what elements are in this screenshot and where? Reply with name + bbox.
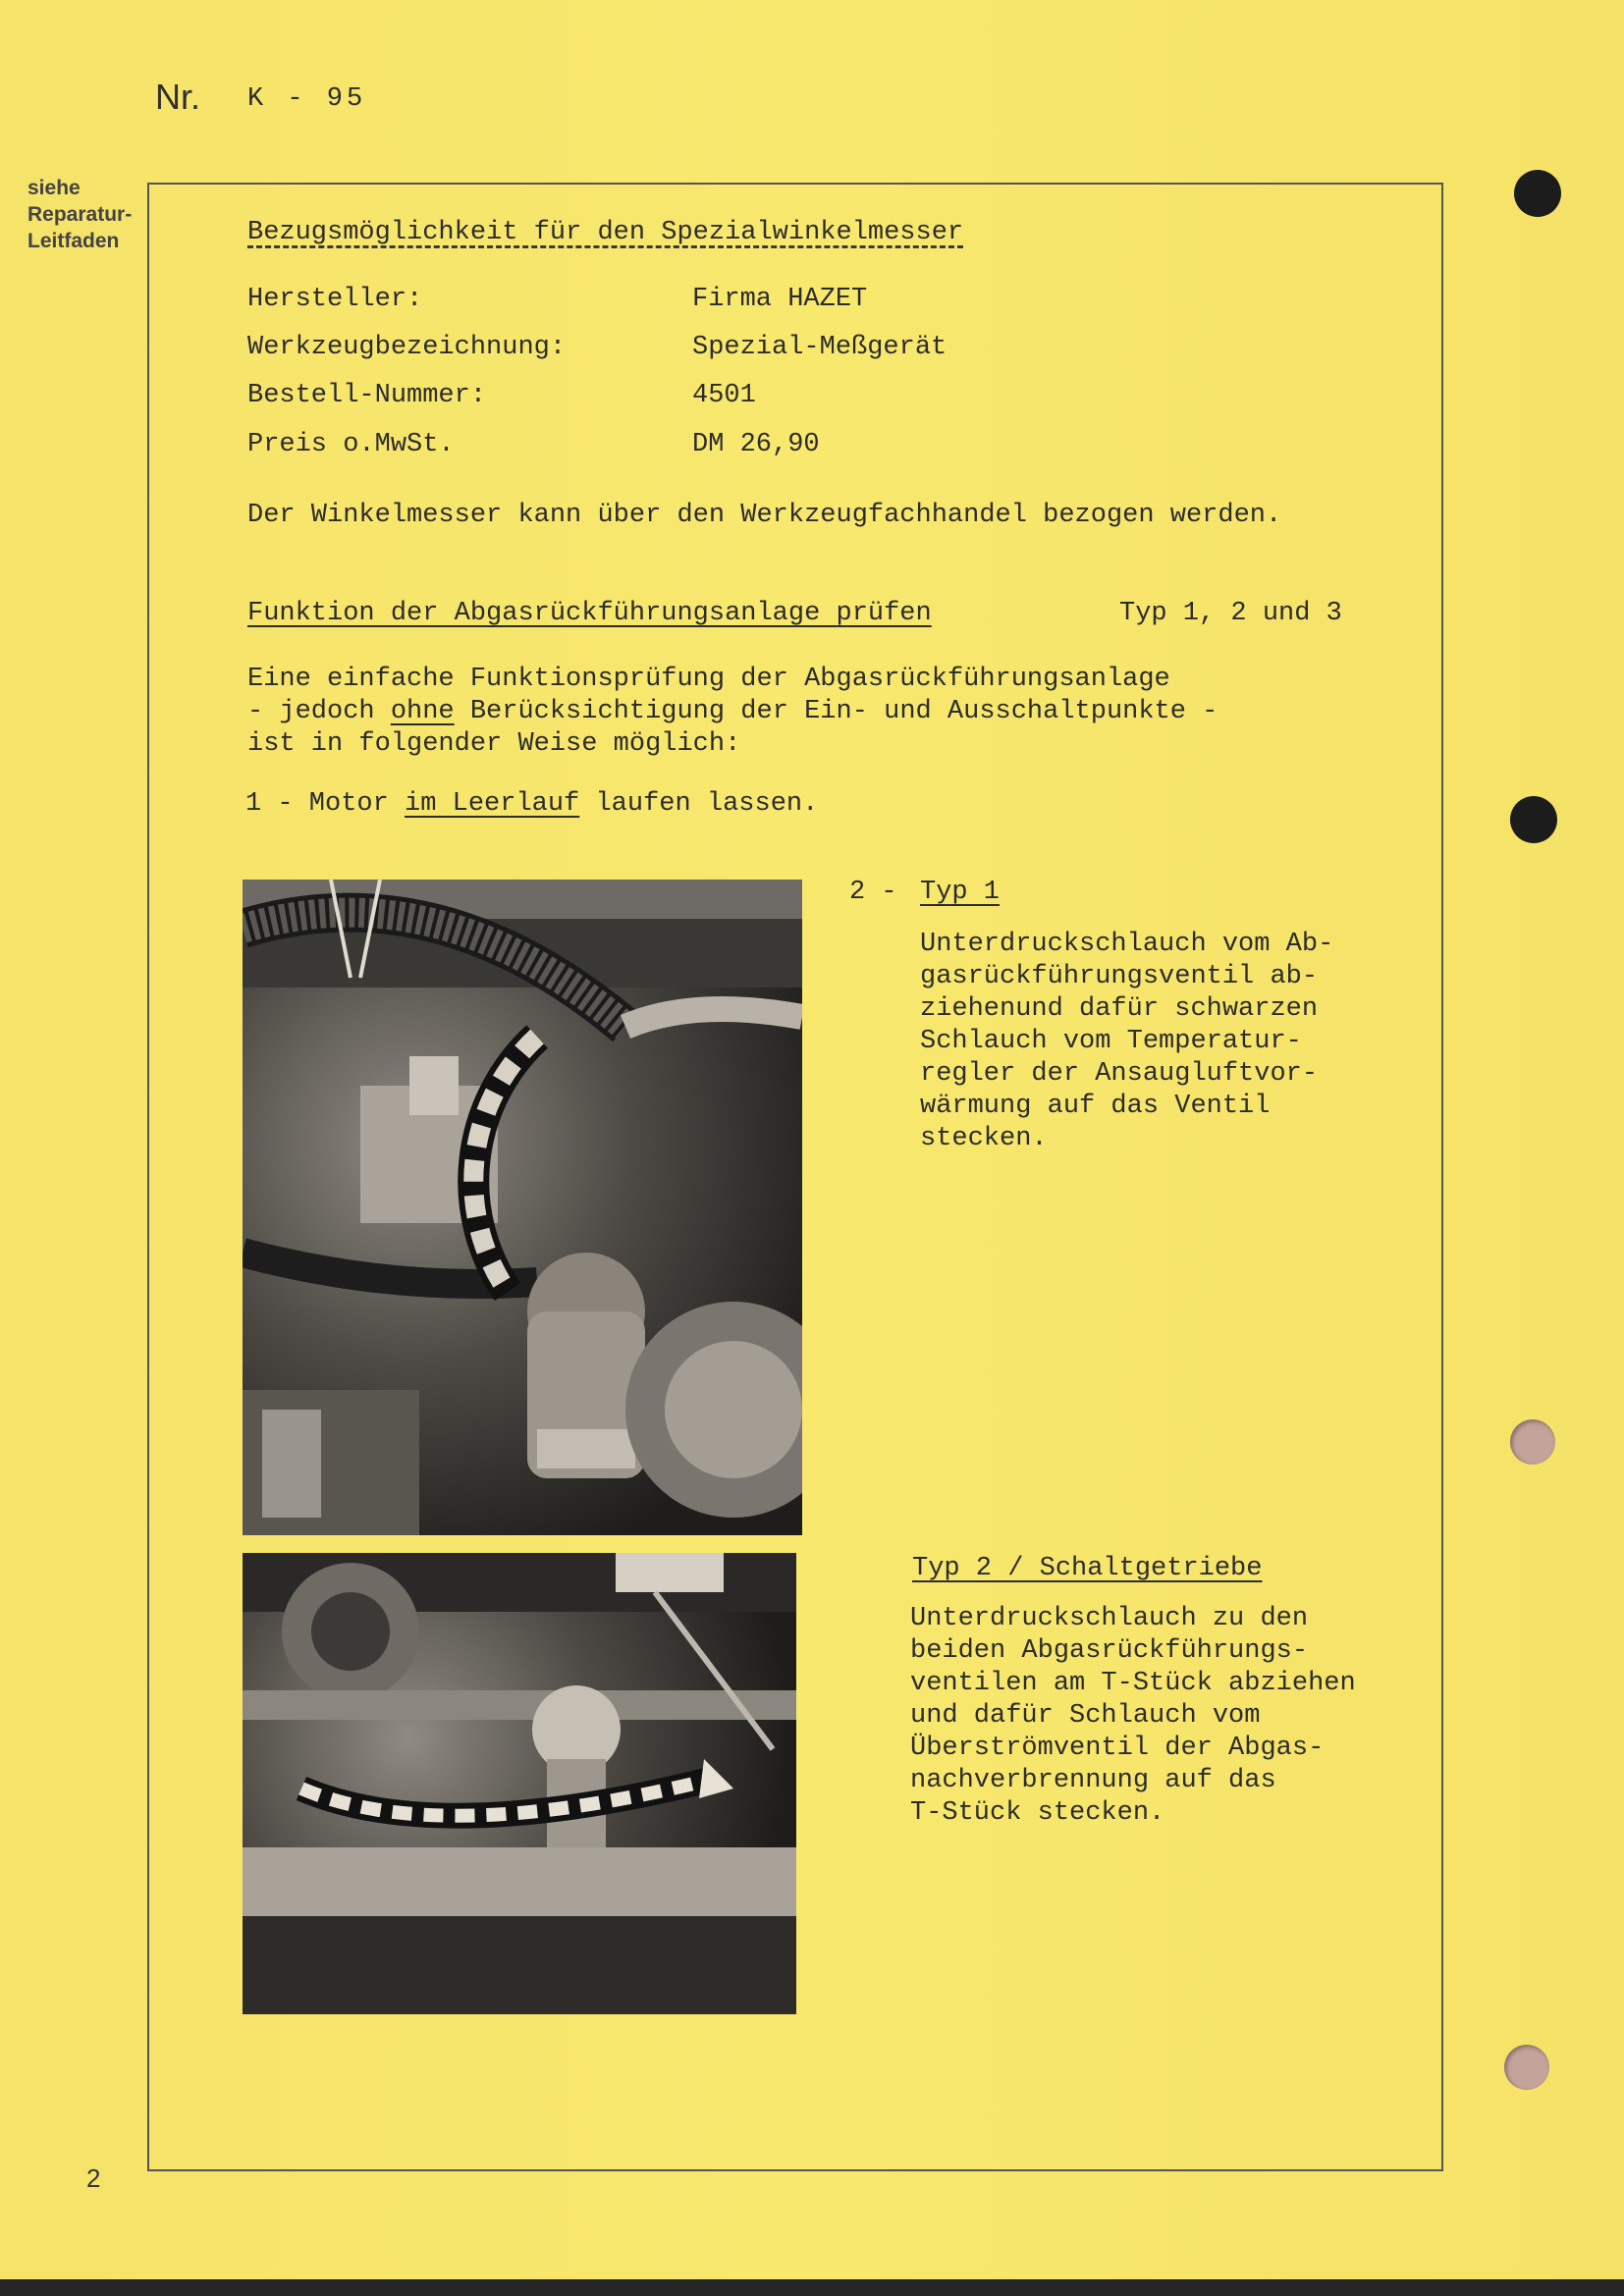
side-note — [27, 175, 132, 254]
section-title-supply: Bezugsmöglichkeit für den Spezialwinkelmesser — [247, 218, 964, 247]
instruction-line: Unterdruckschlauch vom Ab- — [920, 930, 1334, 959]
applicable-types: Typ 1, 2 und 3 — [1119, 599, 1342, 628]
spec-label: Preis o.MwSt. — [247, 430, 455, 459]
instruction-line: regler der Ansaugluftvor- — [920, 1059, 1319, 1089]
instruction-line: wärmung auf das Ventil — [920, 1092, 1271, 1121]
instruction-line: stecken. — [920, 1124, 1048, 1153]
spec-value: Spezial-Meßgerät — [692, 333, 947, 362]
supply-note: Der Winkelmesser kann über den Werkzeugfachhandel bezogen werden. — [247, 501, 1282, 530]
instruction-line: ziehenund dafür schwarzen — [920, 994, 1319, 1024]
engine-photo-typ1-drawing — [243, 880, 802, 1535]
spec-label: Hersteller: — [247, 285, 423, 314]
instruction-line: T-Stück stecken. — [910, 1798, 1165, 1828]
side-note-line: siehe — [27, 177, 81, 199]
step-1: 1 - Motor im Leerlauf laufen lassen. — [245, 789, 819, 819]
instruction-line: gasrückführungsventil ab- — [920, 962, 1319, 991]
typ2-instructions — [910, 1603, 1356, 1830]
typ1-heading: Typ 1 — [920, 878, 1001, 907]
instruction-line: Unterdruckschlauch zu den — [910, 1604, 1309, 1633]
engine-photo-typ1 — [243, 880, 802, 1535]
side-note-line: Reparatur- — [27, 203, 133, 226]
instruction-line: ventilen am T-Stück abziehen — [910, 1669, 1356, 1698]
instruction-line: beiden Abgasrückführungs- — [910, 1636, 1309, 1666]
spec-label: Werkzeugbezeichnung: — [247, 333, 567, 362]
spec-value: Firma HAZET — [692, 285, 868, 314]
intro-paragraph — [247, 664, 1218, 761]
intro-line: ist in folgender Weise möglich: — [247, 729, 741, 759]
page-number: 2 — [86, 2163, 101, 2193]
instruction-line: und dafür Schlauch vom — [910, 1701, 1261, 1731]
side-note-line: Leitfaden — [27, 230, 120, 252]
engine-photo-typ2 — [243, 1553, 796, 2014]
instruction-line: Schlauch vom Temperatur- — [920, 1027, 1302, 1056]
intro-line: Eine einfache Funktionsprüfung der Abgasrückführungsanlage — [247, 665, 1170, 694]
document-number-label: Nr. — [155, 77, 201, 117]
spec-label: Bestell-Nummer: — [247, 381, 487, 410]
section-title-function-test: Funktion der Abgasrückführungsanlage prüfen — [247, 599, 932, 628]
binder-hole — [1504, 2045, 1549, 2090]
binder-hole — [1510, 796, 1557, 843]
engine-photo-typ2-drawing — [243, 1553, 796, 2014]
scan-edge — [0, 2279, 1624, 2296]
instruction-line: Überströmventil der Abgas- — [910, 1734, 1325, 1763]
step-2-prefix: 2 - — [849, 878, 913, 907]
binder-hole — [1514, 170, 1561, 217]
instruction-line: nachverbrennung auf das — [910, 1766, 1276, 1795]
typ1-instructions — [920, 929, 1333, 1155]
intro-line: - jedoch ohne Berücksichtigung der Ein- und Ausschaltpunkte - — [247, 697, 1218, 726]
spec-value: DM 26,90 — [692, 430, 820, 459]
typ2-heading: Typ 2 / Schaltgetriebe — [912, 1554, 1263, 1583]
spec-value: 4501 — [692, 381, 756, 410]
emphasis-idle: im Leerlauf — [405, 789, 580, 819]
emphasis-ohne: ohne — [390, 697, 455, 726]
binder-hole — [1510, 1419, 1555, 1465]
document-number: K - 95 — [247, 84, 367, 114]
